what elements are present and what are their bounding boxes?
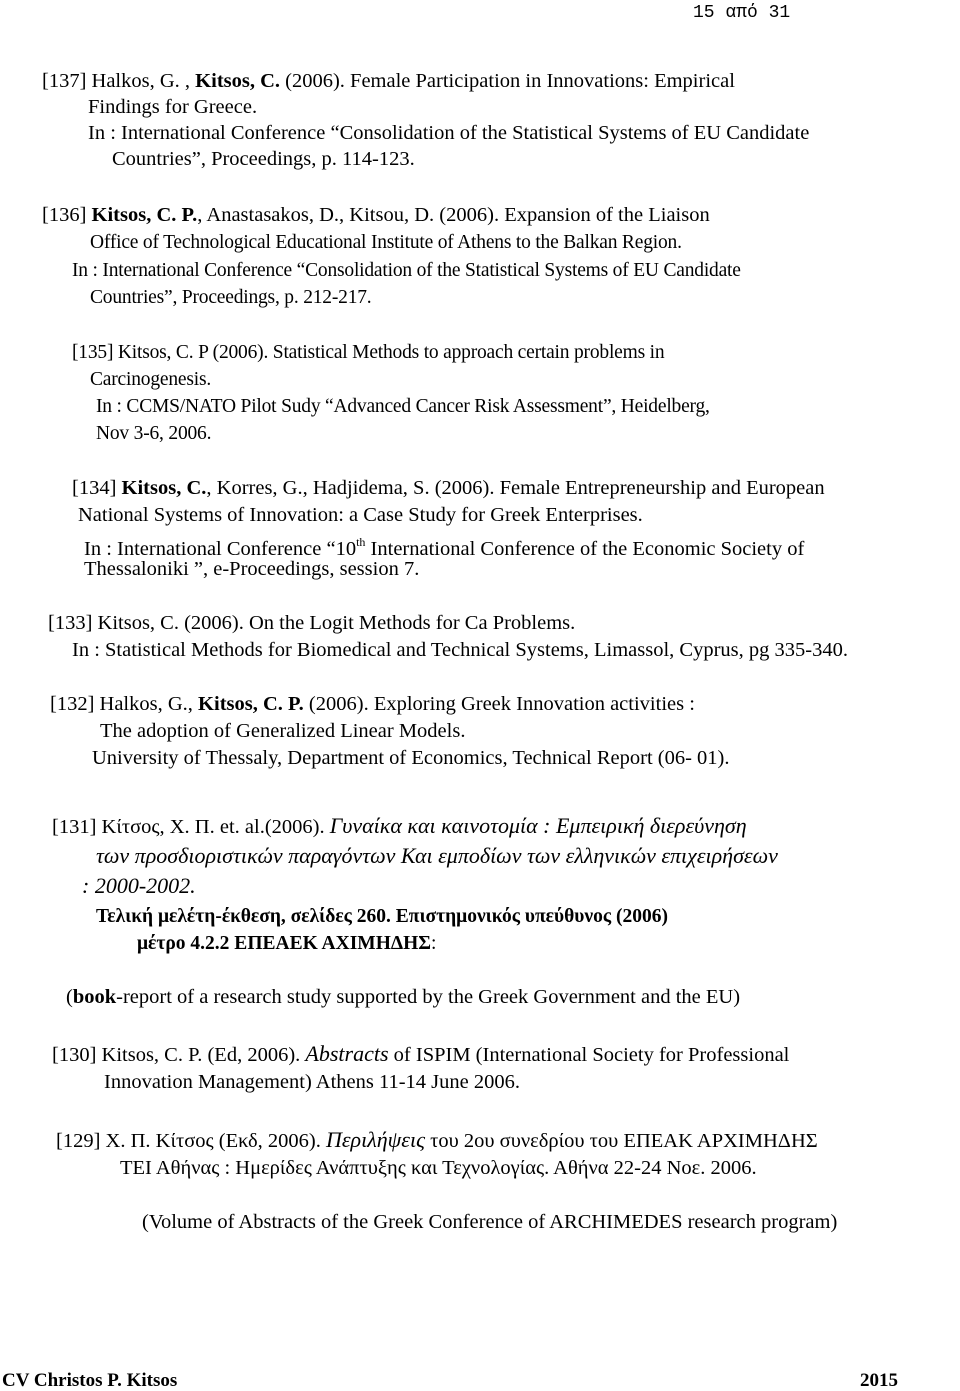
- reference-137-line-3: In : International Conference “Consolidation of the Statistical Systems of EU Candidate: [88, 122, 810, 144]
- reference-131-line-1: [131] Κίτσος, Χ. Π. et. al.(2006). Γυναίκα και καινοτομία : Εμπειρική διερεύνηση: [52, 813, 747, 838]
- reference-134-line-2: National Systems of Innovation: a Case Study for Greek Enterprises.: [78, 504, 643, 526]
- reference-135-line-3: In : CCMS/NATO Pilot Sudy “Advanced Cancer Risk Assessment”, Heidelberg,: [96, 396, 710, 417]
- reference-135-line-1: [135] Kitsos, C. P (2006). Statistical Methods to approach certain problems in: [72, 342, 665, 363]
- reference-135-line-2: Carcinogenesis.: [90, 369, 212, 390]
- reference-137-line-4: Countries”, Proceedings, p. 114-123.: [112, 148, 415, 170]
- reference-131-line-4: Τελική μελέτη-έκθεση, σελίδες 260. Επιστημονικός υπεύθυνος (2006): [96, 906, 668, 927]
- reference-134-line-4: Thessaloniki ”, e-Proceedings, session 7.: [84, 558, 420, 580]
- reference-134-line-1: [134] Kitsos, C., Korres, G., Hadjidema, S. (2006). Female Entrepreneurship and European: [72, 477, 825, 499]
- reference-129-line-1: [129] Χ. Π. Κίτσος (Εκδ, 2006). Περιλήψεις του 2ου συνεδρίου του ΕΠΕΑΚ ΑΡΧΙΜΗΔΗΣ: [56, 1127, 818, 1152]
- reference-131-line-2: των προσδιοριστικών παραγόντων Και εμποδίων των ελληνικών επιχειρήσεων: [96, 843, 778, 868]
- footer-year: 2015: [860, 1370, 898, 1391]
- reference-137-line-1: [137] Halkos, G. , Kitsos, C. (2006). Female Participation in Innovations: Empirical: [42, 70, 735, 92]
- reference-136-line-2: Office of Technological Educational Institute of Athens to the Balkan Region.: [90, 232, 682, 253]
- reference-132-line-2: The adoption of Generalized Linear Models.: [100, 720, 466, 742]
- reference-136-line-3: In : International Conference “Consolidation of the Statistical Systems of EU Candidate: [72, 260, 741, 281]
- reference-132-line-1: [132] Halkos, G., Kitsos, C. P. (2006). Exploring Greek Innovation activities :: [50, 693, 695, 715]
- reference-129-line-2: ΤΕΙ Αθήνας : Ημερίδες Ανάπτυξης και Τεχνολογίας. Αθήνα 22-24 Νοε. 2006.: [120, 1157, 757, 1179]
- reference-131-line-3: : 2000-2002.: [82, 873, 196, 898]
- reference-137-line-2: Findings for Greece.: [88, 96, 258, 118]
- reference-131-line-5: μέτρο 4.2.2 ΕΠΕΑΕΚ ΑΧΙΜΗΔΗΣ:: [137, 933, 437, 954]
- reference-136-line-4: Countries”, Proceedings, p. 212-217.: [90, 287, 372, 308]
- reference-131-note: (book-report of a research study supported by the Greek Government and the EU): [66, 986, 741, 1008]
- reference-132-line-3: University of Thessaly, Department of Economics, Technical Report (06- 01).: [92, 747, 730, 769]
- reference-133-line-2: In : Statistical Methods for Biomedical and Technical Systems, Limassol, Cyprus, pg 335-340.: [72, 639, 848, 661]
- reference-133-line-1: [133] Kitsos, C. (2006). On the Logit Methods for Ca Problems.: [48, 612, 576, 634]
- reference-136-line-1: [136] Kitsos, C. P., Anastasakos, D., Kitsou, D. (2006). Expansion of the Liaison: [42, 204, 710, 226]
- reference-134-line-3: In : International Conference “10th International Conference of the Economic Society of: [84, 535, 805, 560]
- reference-130-line-2: Innovation Management) Athens 11-14 June 2006.: [104, 1071, 520, 1093]
- page-counter: 15 από 31: [693, 3, 791, 23]
- reference-129-note: (Volume of Abstracts of the Greek Conference of ARCHIMEDES research program): [142, 1211, 838, 1233]
- reference-130-line-1: [130] Kitsos, C. P. (Ed, 2006). Abstracts of ISPIM (International Society for Professional: [52, 1041, 790, 1066]
- reference-135-line-4: Nov 3-6, 2006.: [96, 423, 212, 444]
- footer-cv-name: CV Christos P. Kitsos: [2, 1370, 178, 1391]
